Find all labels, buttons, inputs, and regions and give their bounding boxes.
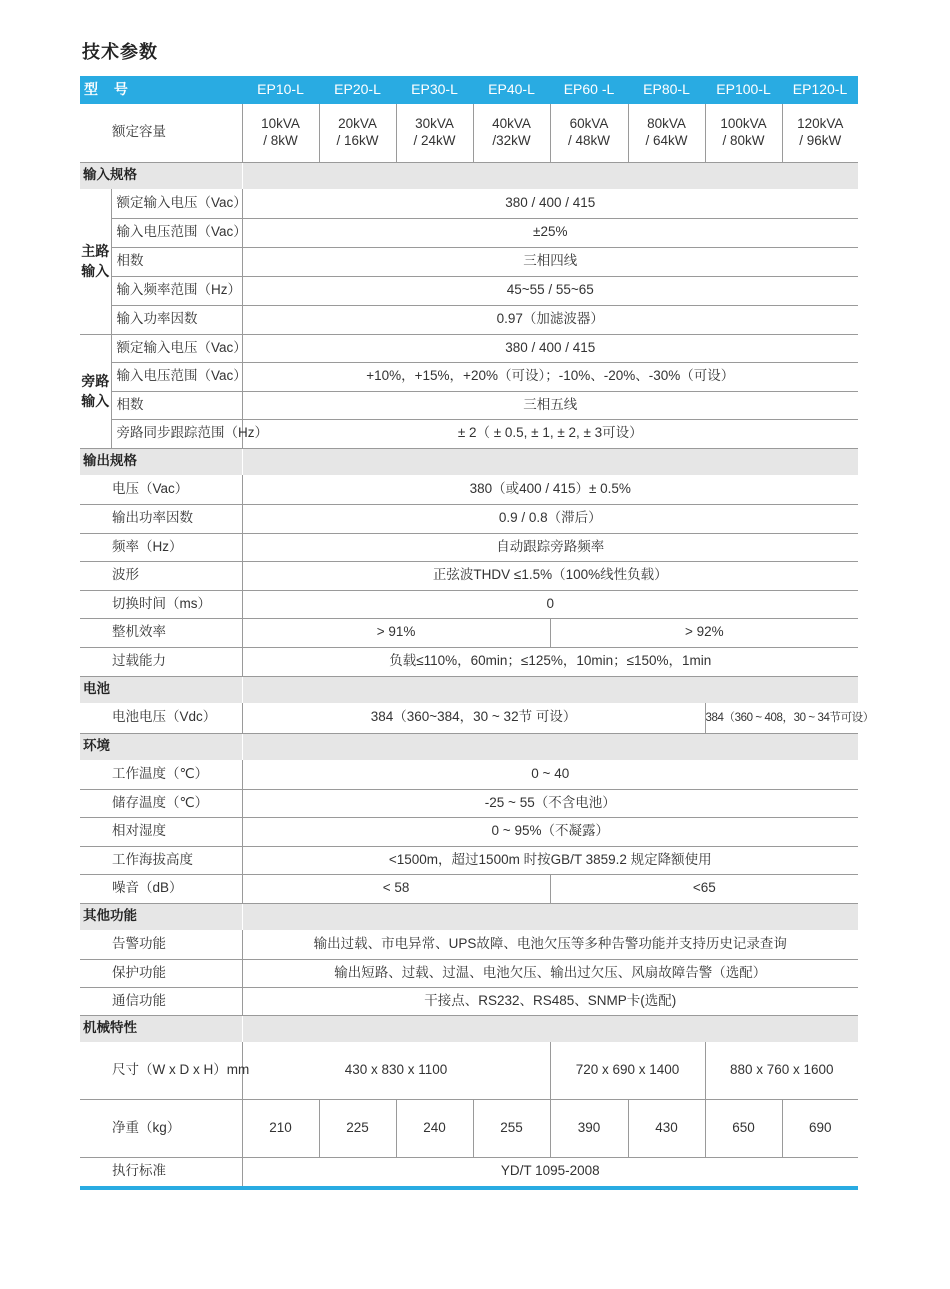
row-label: 工作温度（℃） [80,760,242,789]
spec-row [80,590,858,618]
row-value: < 58 [242,874,550,903]
capacity-cell: 30kVA / 24kW [396,104,473,162]
spec-row [80,362,858,391]
row-value: 0.9 / 0.8（滞后） [242,504,858,533]
row-label: 执行标准 [80,1157,242,1188]
capacity-cell: 40kVA /32kW [473,104,550,162]
capacity-cell: 10kVA / 8kW [242,104,319,162]
spec-row [80,419,858,448]
model-name: EP120-L [782,76,858,104]
row-value: 880 x 760 x 1600 [705,1042,858,1099]
weight-cell: 650 [705,1099,782,1157]
row-value: 0 ~ 40 [242,760,858,789]
spec-row [80,760,858,789]
spec-row [80,533,858,561]
row-label: 整机效率 [80,618,242,647]
spec-row [80,1042,858,1099]
spec-row [80,618,858,647]
capacity-row [80,104,858,162]
row-label: 输入频率范围（Hz） [111,276,242,305]
row-label: 切换时间（ms） [80,590,242,618]
weight-cell: 390 [550,1099,628,1157]
row-label: 电池电压（Vdc） [80,703,242,733]
section-other-functions [80,903,858,930]
row-value: 0 ~ 95%（不凝露） [242,817,858,846]
row-label: 输入电压范围（Vac） [111,218,242,247]
spec-row [80,846,858,874]
row-value: 384（360 ~ 408，30 ~ 34节可设） [705,703,858,733]
section-title: 机械特性 [80,1015,242,1042]
section-title: 输出规格 [80,448,242,475]
row-value: 0 [242,590,858,618]
weight-cell: 430 [628,1099,705,1157]
model-name: EP80-L [628,76,705,104]
row-label: 额定输入电压（Vac） [111,334,242,362]
row-label: 频率（Hz） [80,533,242,561]
row-label: 电压（Vac） [80,475,242,504]
model-header-row [80,76,858,104]
row-value: -25 ~ 55（不含电池） [242,789,858,817]
row-value: ± 2（ ± 0.5, ± 1, ± 2, ± 3可设） [242,419,858,448]
row-label: 过载能力 [80,647,242,676]
row-label: 额定容量 [80,104,242,162]
spec-row [80,504,858,533]
row-label: 噪音（dB） [80,874,242,903]
row-value: 正弦波THDV ≤1.5%（100%线性负载） [242,561,858,590]
row-label: 净重（kg） [80,1099,242,1157]
row-value: > 91% [242,618,550,647]
section-mechanical [80,1015,858,1042]
row-label: 尺寸（W x D x H）mm [80,1042,242,1099]
weight-cell: 225 [319,1099,396,1157]
row-value: 负载≤110%，60min；≤125%，10min；≤150%，1min [242,647,858,676]
row-label: 输入功率因数 [111,305,242,334]
row-value: YD/T 1095-2008 [242,1157,858,1188]
row-label: 告警功能 [80,930,242,959]
model-name: EP30-L [396,76,473,104]
spec-row [80,218,858,247]
row-value: 380 / 400 / 415 [242,189,858,218]
row-value: 430 x 830 x 1100 [242,1042,550,1099]
section-environment [80,733,858,760]
row-value: 384（360~384，30 ~ 32节 可设） [242,703,705,733]
row-value: 输出短路、过载、过温、电池欠压、输出过欠压、风扇故障告警（选配） [242,959,858,987]
row-label: 旁路同步跟踪范围（Hz） [111,419,242,448]
spec-row [80,817,858,846]
spec-row [80,987,858,1015]
model-name: EP40-L [473,76,550,104]
row-value: 45~55 / 55~65 [242,276,858,305]
spec-row [80,305,858,334]
spec-row [80,334,858,362]
section-battery [80,676,858,703]
section-title: 输入规格 [80,162,242,189]
spec-row [80,959,858,987]
section-input [80,162,858,189]
row-value: 380 / 400 / 415 [242,334,858,362]
spec-row [80,475,858,504]
section-title: 电池 [80,676,242,703]
weight-cell: 690 [782,1099,858,1157]
spec-table [80,76,874,1190]
section-title: 环境 [80,733,242,760]
spec-row [80,561,858,590]
weight-cell: 255 [473,1099,550,1157]
spec-row [80,391,858,419]
row-value: 三相五线 [242,391,858,419]
model-name: EP20-L [319,76,396,104]
model-name: EP100-L [705,76,782,104]
weight-cell: 240 [396,1099,473,1157]
row-value: 干接点、RS232、RS485、SNMP卡(选配) [242,987,858,1015]
main-input-group-label: 主路输入 [80,189,111,334]
spec-row [80,247,858,276]
capacity-cell: 60kVA / 48kW [550,104,628,162]
spec-row [80,276,858,305]
spec-row [80,189,858,218]
row-value: <1500m，超过1500m 时按GB/T 3859.2 规定降额使用 [242,846,858,874]
row-value: <65 [550,874,858,903]
row-label: 输出功率因数 [80,504,242,533]
spec-row [80,703,858,733]
row-value: 三相四线 [242,247,858,276]
row-value: +10%，+15%，+20%（可设）；-10%、-20%、-30%（可设） [242,362,858,391]
row-value: ±25% [242,218,858,247]
row-label: 工作海拔高度 [80,846,242,874]
section-title: 其他功能 [80,903,242,930]
row-value: 720 x 690 x 1400 [550,1042,705,1099]
section-output [80,448,858,475]
row-label: 相数 [111,391,242,419]
spec-row [80,647,858,676]
row-label: 相数 [111,247,242,276]
row-label: 通信功能 [80,987,242,1015]
row-label: 保护功能 [80,959,242,987]
weight-cell: 210 [242,1099,319,1157]
capacity-cell: 100kVA / 80kW [705,104,782,162]
capacity-cell: 120kVA / 96kW [782,104,858,162]
row-value: 自动跟踪旁路频率 [242,533,858,561]
row-label: 额定输入电压（Vac） [111,189,242,218]
row-value: 0.97（加滤波器） [242,305,858,334]
row-value: 输出过载、市电异常、UPS故障、电池欠压等多种告警功能并支持历史记录查询 [242,930,858,959]
row-label: 相对湿度 [80,817,242,846]
row-value: > 92% [550,618,858,647]
model-header-label: 型 号 [80,76,242,104]
spec-row [80,874,858,903]
page-title: 技术参数 [82,42,158,63]
spec-row [80,1099,858,1157]
bypass-input-group-label: 旁路输入 [80,334,111,448]
spec-row [80,789,858,817]
spec-row [80,1157,858,1188]
capacity-cell: 20kVA / 16kW [319,104,396,162]
row-label: 储存温度（℃） [80,789,242,817]
model-name: EP60 -L [550,76,628,104]
model-name: EP10-L [242,76,319,104]
row-label: 输入电压范围（Vac） [111,362,242,391]
capacity-cell: 80kVA / 64kW [628,104,705,162]
spec-row [80,930,858,959]
row-value: 380（或400 / 415）± 0.5% [242,475,858,504]
row-label: 波形 [80,561,242,590]
